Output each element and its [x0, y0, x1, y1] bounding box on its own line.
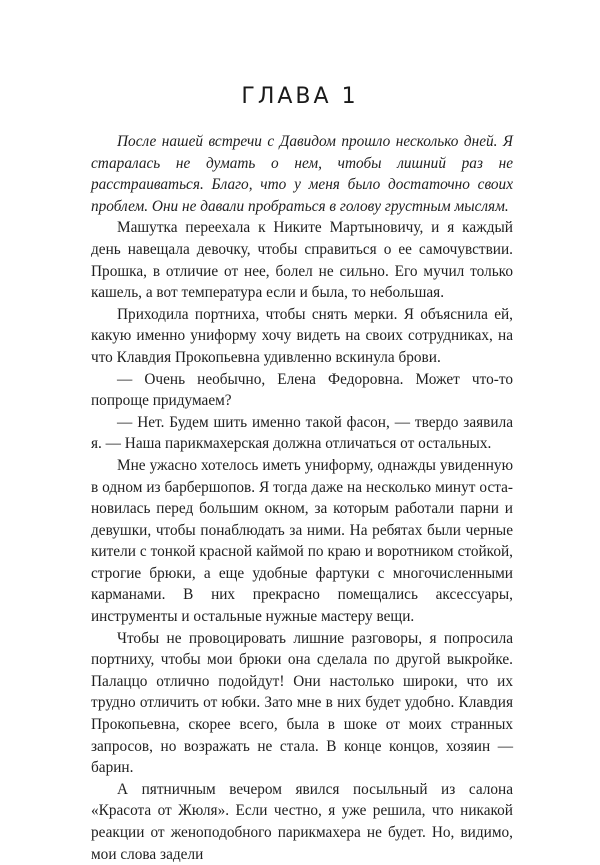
paragraph: — Очень необычно, Елена Федоровна. Может что-то попроще придумаем? [91, 370, 513, 410]
paragraph: Чтобы не провоцировать лишние разговоры, я попросила портниху, чтобы мои брюки она сделала по другой выкройке. Палаццо отлично подойдут! Они настолько широки, что их трудно отличить от юбки. Зато мне в них будет удобно. Клавдия Прокопьевна, скорее всего, была в шоке от моих странных запросов, но возражать не стала. В конце концов, хозяин — барин. [91, 629, 513, 777]
chapter-body [91, 131, 513, 865]
paragraph: После нашей встречи с Давидом прошло несколько дней. Я старалась не думать о нем, чтобы лишний раз не расстраиваться. Благо, что у меня было достаточно своих проблем. Они не давали пробраться в голову грустным мыслям. [91, 133, 513, 215]
paragraph: Машутка переехала к Никите Мартыновичу, и я каждый день навещала девочку, чтобы справиться о ее самочувствии. Прошка, в отличие от нее, болел не сильно. Его мучил только кашель, а вот температура если и была, то небольшая. [91, 219, 513, 302]
paragraph: — Нет. Будем шить именно такой фасон, — твердо заявила я. — Наша парикмахерская должна отличаться от остальных. [91, 413, 513, 453]
paragraph: Приходила портниха, чтобы снять мерки. Я объяснила ей, какую именно униформу хочу видеть на своих сотрудниках, на что Клавдия Прокопьевна удивленно вскинула брови. [91, 305, 513, 366]
paragraph: Мне ужасно хотелось иметь униформу, однажды увиденную в одном из барбершопов. Я тогда даже на несколько минут остановилась перед большим окном, за которым работали парни и девушки, чтобы понаблюдать за ними. На ребятах были черные кители с тонкой красной каймой по краю и воротником стойкой, строгие брюки, а еще удобные фартуки с многочисленными карманами. В них прекрасно помещались аксессуары, инструменты и остальные нужные мастеру вещи. [91, 456, 513, 626]
chapter-title: ГЛАВА 1 [241, 84, 359, 109]
paragraph: А пятничным вечером явился посыльный из салона «Красота от Жюля». Если честно, я уже решила, что никакой реакции от женоподобного парикмахера не будет. Но, видимо, мои слова задели [91, 780, 513, 863]
